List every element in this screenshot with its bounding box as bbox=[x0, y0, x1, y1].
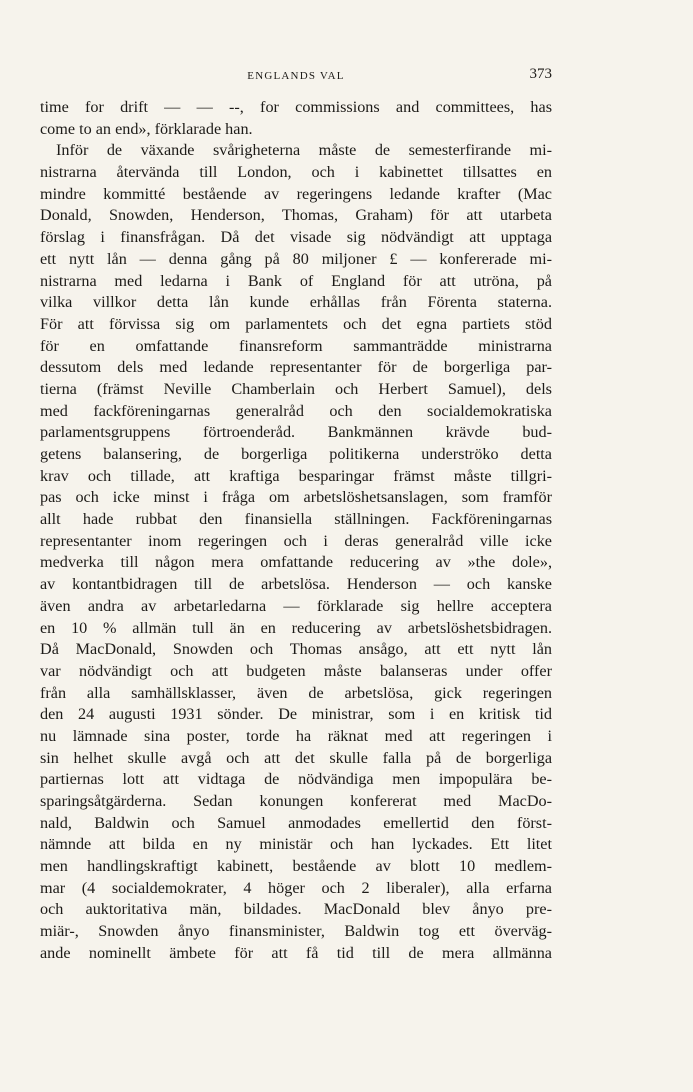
text-line: tierna (främst Neville Chamberlain och Herbert Samuel), dels bbox=[40, 379, 552, 398]
text-line: För att förvissa sig om parlamentets och det egna partiets stöd bbox=[40, 314, 552, 333]
text-line: parlamentsgruppens förtroenderåd. Bankmännen krävde bud- bbox=[40, 423, 552, 442]
text-line: partiernas lott att vidtaga de nödvändiga men impopulära be- bbox=[40, 770, 552, 789]
text-line: Då MacDonald, Snowden och Thomas ansågo, att ett nytt lån bbox=[40, 640, 552, 659]
text-line: vilka villkor detta lån kunde erhållas från Förenta staterna. bbox=[40, 293, 552, 312]
text-line: men handlingskraftigt kabinett, bestående av blott 10 medlem- bbox=[40, 857, 552, 876]
text-line: nu lämnade sina poster, torde ha räknat med att regeringen i bbox=[40, 726, 552, 745]
text-line: för en omfattande finansreform sammanträdde ministrarna bbox=[40, 336, 552, 355]
text-line: nistrarna återvända till London, och i kabinettet tillsattes en bbox=[40, 163, 552, 182]
text-line: ett nytt lån — denna gång på 80 miljoner £ — konfererade mi- bbox=[40, 249, 552, 268]
text-line: Donald, Snowden, Henderson, Thomas, Graham) för att utarbeta bbox=[40, 206, 552, 225]
text-line: miär-, Snowden ånyo finansminister, Baldwin tog ett överväg- bbox=[40, 922, 552, 941]
text-line: Inför de växande svårigheterna måste de semesterfirande mi- bbox=[56, 141, 552, 160]
text-line: medverka till någon mera omfattande reducering av »the dole», bbox=[40, 553, 552, 572]
text-line: var nödvändigt och att budgeten måste balanseras under offer bbox=[40, 661, 552, 680]
text-line: allt hade rubbat den finansiella ställningen. Fackföreningarnas bbox=[40, 510, 552, 529]
page-header bbox=[40, 66, 552, 86]
text-line: nämnde att bilda en ny ministär och han lyckades. Ett litet bbox=[40, 835, 552, 854]
body-text bbox=[40, 97, 552, 965]
text-line: krav och tillade, att kraftiga besparingar främst måste tillgri- bbox=[40, 466, 552, 485]
text-line: getens balansering, de borgerliga politikerna underströko detta bbox=[40, 445, 552, 463]
page-number: 373 bbox=[529, 66, 552, 82]
text-line: ande nominellt ämbete för att få tid till de mera allmänna bbox=[40, 943, 552, 962]
text-line: och auktoritativa män, bildades. MacDonald blev ånyo pre- bbox=[40, 900, 552, 919]
text-line: time for drift — — --, for commissions and committees, has bbox=[40, 98, 552, 116]
text-line: av kontantbidragen till de arbetslösa. Henderson — och kanske bbox=[40, 575, 552, 594]
text-line: sin helhet skulle avgå och att det skulle falla på de borgerliga bbox=[40, 748, 552, 767]
text-line: dessutom dels med ledande representanter för de borgerliga par- bbox=[40, 358, 552, 377]
text-line: nald, Baldwin och Samuel anmodades emellertid den först- bbox=[40, 813, 552, 832]
text-line: mindre kommitté bestående av regeringens ledande krafter (Mac bbox=[40, 184, 552, 203]
running-title: ENGLANDS VAL bbox=[247, 70, 345, 82]
text-line: med fackföreningarnas generalråd och den socialdemokratiska bbox=[40, 401, 552, 420]
text-line: även andra av arbetarledarna — förklarade sig hellre acceptera bbox=[40, 596, 552, 615]
text-line: den 24 augusti 1931 sönder. De ministrar, som i en kritisk tid bbox=[40, 705, 552, 724]
text-line: come to an end», förklarade han. bbox=[40, 119, 253, 138]
text-line: mar (4 socialdemokrater, 4 höger och 2 liberaler), alla erfarna bbox=[40, 878, 552, 897]
text-line: förslag i finansfrågan. Då det visade sig nödvändigt att upptaga bbox=[40, 228, 552, 247]
text-line: sparingsåtgärderna. Sedan konungen konfererat med MacDo- bbox=[40, 792, 552, 810]
text-line: en 10 % allmän tull än en reducering av arbetslöshetsbidragen. bbox=[40, 618, 552, 637]
text-line: från alla samhällsklasser, även de arbetslösa, gick regeringen bbox=[40, 683, 552, 702]
text-line: pas och icke minst i fråga om arbetslöshetsanslagen, som framför bbox=[40, 488, 552, 507]
text-line: representanter inom regeringen och i deras generalråd ville icke bbox=[40, 531, 552, 550]
text-line: nistrarna med ledarna i Bank of England för att utröna, på bbox=[40, 271, 552, 290]
